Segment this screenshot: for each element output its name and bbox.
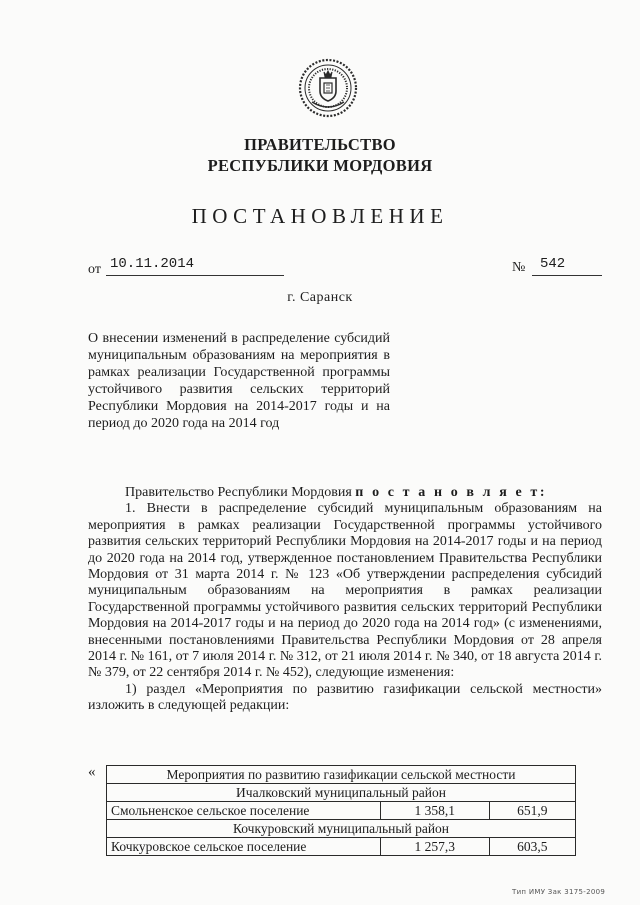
settlement-name-cell: Кочкуровское сельское поселение xyxy=(107,838,381,856)
intro-keyword: п о с т а н о в л я е т: xyxy=(355,485,548,500)
number-prefix: № xyxy=(512,260,526,275)
district-cell: Кочкуровский муниципальный район xyxy=(107,820,576,838)
intro-paragraph xyxy=(88,485,602,501)
table-row xyxy=(107,784,576,802)
document-date: 10.11.2014 xyxy=(110,256,195,272)
subject-text: О внесении изменений в распределение субсидий муниципальным образованиям на мероприятия в рамках реализации Государственной программы устойчивого развития сельских территорий Республики Мордовия на 2014-2017 годы и на период до 2020 года на 2014 год xyxy=(88,331,390,431)
value1-cell: 1 358,1 xyxy=(381,802,490,820)
subsidy-table xyxy=(106,765,576,856)
date-number-row xyxy=(88,258,602,278)
point-1-paragraph: 1. Внести в распределение субсидий муниципальным образованиям на мероприятия в рамках реализации Государственной программы устойчивого развития сельских территорий Республики Мордовия на 2014-2017 годы и на период до 2020 года на 2014 год, утвержденное постановлением Правительства Республики Мордовия от 31 марта 2014 г. № 123 «Об утверждении распределения субсидий муниципальным образованиям на мероприятия в рамках реализации Государственной программы устойчивого развития сельских территорий Республики Мордовия на 2014-2017 годы и на период до 2020 года на 2014 год» (с изменениями, внесенными постановлениями Правительства Республики Мордовия от 28 апреля 2014 г. № 161, от 7 июля 2014 г. № 312, от 21 июля 2014 г. № 340, от 18 августа 2014 г. № 379, от 22 сентября 2014 г. № 452), следующие изменения: xyxy=(88,501,602,681)
value1-cell: 1 257,3 xyxy=(381,838,490,856)
print-code: Тип ИМУ Зак 3175-2009 xyxy=(512,888,606,896)
intro-text: Правительство Республики Мордовия xyxy=(125,485,352,500)
government-title xyxy=(0,134,640,176)
city: г. Саранск xyxy=(287,290,353,305)
settlement-name-cell: Смольненское сельское поселение xyxy=(107,802,381,820)
opening-quote: « xyxy=(88,764,96,780)
table-row xyxy=(107,766,576,784)
table-row xyxy=(107,838,576,856)
coat-of-arms-emblem-icon xyxy=(298,58,358,118)
document-body xyxy=(88,485,602,715)
date-prefix: от xyxy=(88,262,101,277)
table-row xyxy=(107,820,576,838)
government-title-line2: РЕСПУБЛИКИ МОРДОВИЯ xyxy=(207,156,433,175)
district-cell: Ичалковский муниципальный район xyxy=(107,784,576,802)
subject-block xyxy=(88,330,390,432)
table-row xyxy=(107,802,576,820)
value2-cell: 603,5 xyxy=(489,838,575,856)
government-title-line1: ПРАВИТЕЛЬСТВО xyxy=(244,135,396,154)
document-number: 542 xyxy=(540,256,566,272)
subpoint-1-paragraph: 1) раздел «Мероприятия по развитию газификации сельской местности» изложить в следующей редакции: xyxy=(88,681,602,714)
value2-cell: 651,9 xyxy=(489,802,575,820)
document-type: ПОСТАНОВЛЕНИЕ xyxy=(191,204,449,228)
section-title-cell: Мероприятия по развитию газификации сельской местности xyxy=(107,766,576,784)
